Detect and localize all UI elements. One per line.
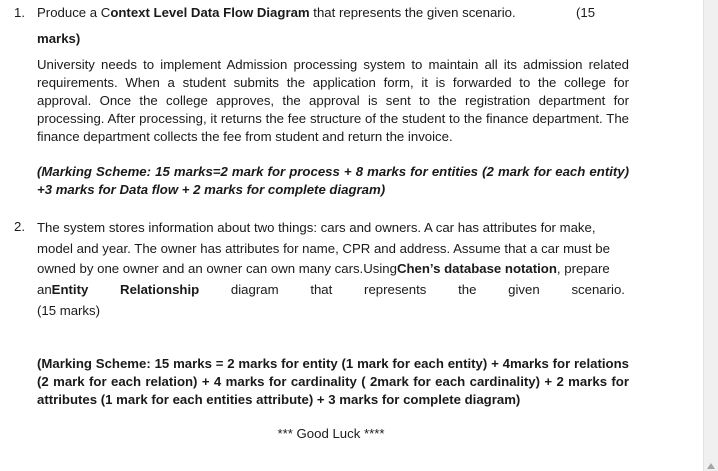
- q2-line-1: The system stores information about two things: cars and owners. A car has attributes for make,: [37, 220, 596, 235]
- q2-line-3: owned by one owner and an owner can own many cars.UsingChen’s database notation, prepare: [37, 261, 610, 276]
- vertical-scrollbar[interactable]: [703, 0, 718, 471]
- q1-marking-scheme: (Marking Scheme: 15 marks=2 mark for process + 8 marks for entities (2 mark for each entity) +3 marks for Data flow + 2 marks for complete diagram): [37, 164, 629, 197]
- q2-line-4: [37, 282, 625, 297]
- q2-body: [37, 218, 629, 280]
- q1-scenario: University needs to implement Admission processing system to maintain all its admission related requirements. When a student submits the application form, it is forwarded to the college for approval. Once the college approves, the approval is sent to the registration department for processing. After processing, it returns the fee structure of the student to the finance department. The finance department collects the fee from student and return the invoice.: [37, 57, 629, 144]
- q1-marks-open: (15: [576, 5, 596, 20]
- q2-word: represents: [364, 282, 427, 297]
- q2-word: given: [508, 282, 540, 297]
- q2-marks: (15 marks): [37, 303, 101, 318]
- q1-prompt-bold: ontext Level Data Flow Diagram: [110, 5, 310, 20]
- good-luck-footer: *** Good Luck ****: [277, 426, 385, 441]
- q2-line-2: model and year. The owner has attributes for name, CPR and address. Assume that a car must be: [37, 240, 610, 256]
- q2-word-bold: Relationship: [120, 282, 200, 297]
- q2-word: that: [310, 282, 333, 297]
- q2-word: diagram: [230, 282, 279, 297]
- q2-word: anEntity: [37, 282, 89, 297]
- q1-marks-close: marks): [37, 31, 81, 46]
- scroll-up-arrow-icon[interactable]: [707, 463, 715, 469]
- q1-prompt: Produce a Context Level Data Flow Diagram that represents the given scenario.: [37, 5, 516, 20]
- q1-number: 1.: [14, 5, 25, 20]
- q2-word: scenario.: [571, 282, 625, 297]
- q2-word: the: [458, 282, 477, 297]
- q2-chen-notation: Chen’s database notation: [396, 261, 557, 276]
- q2-number: 2.: [14, 219, 25, 234]
- q2-marking-scheme: (Marking Scheme: 15 marks = 2 marks for entity (1 mark for each entity) + 4marks for relations (2 mark for each relation) + 4 marks for cardinality ( 2mark for each cardinality) + 2 marks for attributes (1 mark for each entities attribute) + 3 marks for complete diagram): [37, 356, 629, 407]
